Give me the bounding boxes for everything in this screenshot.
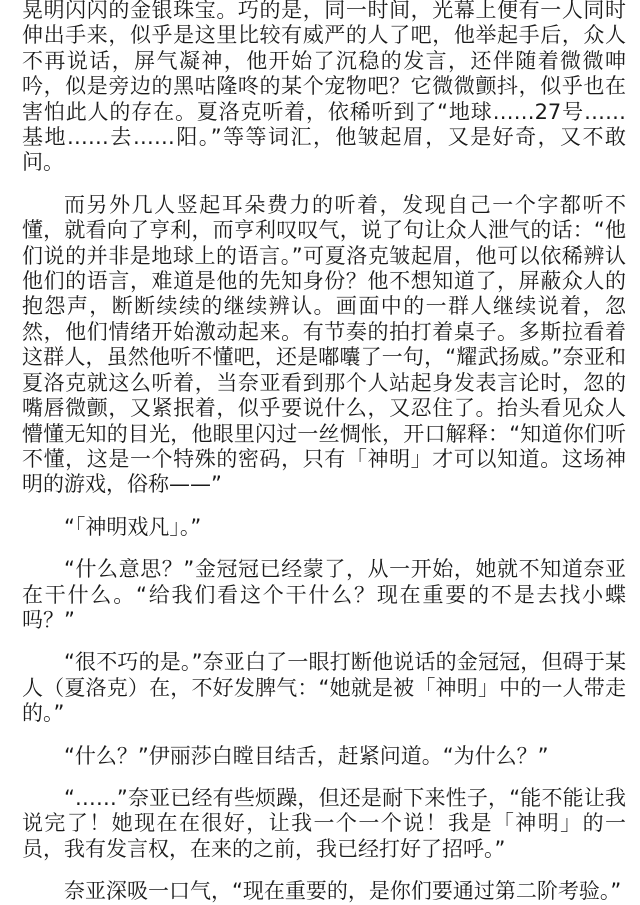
paragraph-4: “什么意思？”金冠冠已经蒙了，从一开始，她就不知道奈亚在干什么。“给我们看这个干什么？现在重要的不是去找小蝶吗？” <box>22 557 626 632</box>
paragraph-7: “……”奈亚已经有些烦躁，但还是耐下来性子，“能不能让我说完了！她现在在很好，让我一个一个说！我是「神明」的一员，我有发言权，在来的之前，我已经打好了招呼。” <box>22 785 626 861</box>
paragraph-5: “很不巧的是。”奈亚白了一眼打断他说话的金冠冠，但碍于某人（夏洛克）在，不好发脾气：“她就是被「神明」中的一人带走的。” <box>22 650 626 726</box>
paragraph-3: “「神明戏凡」。” <box>64 514 202 539</box>
paragraph-2: 而另外几人竖起耳朵费力的听着，发现自己一个字都听不懂，就看向了亨利，而亨利叹叹气，说了句让众人泄气的话：“他们说的并非是地球上的语言。”可夏洛克皱起眉，他可以依稀辨认他们的语言，难道是他的先知身份？他不想知道了，屏蔽众人的抱怨声，断断续续的继续辨认。画面中的一群人继续说着，忽然，他们情绪开始激动起来。有节奏的拍打着桌子。多斯拉看着这群人，虽然他听不懂吧，还是嘟囔了一句，“耀武扬威。”奈亚和夏洛克就这么听着，当奈亚看到那个人站起身发表言论时，忽的嘴唇微颤，又紧抿着，似乎要说什么，又忍住了。抬头看见众人懵懂无知的目光，他眼里闪过一丝惆怅，开口解释：“知道你们听不懂，这是一个特殊的密码，只有「神明」才可以知道。这场神明的游戏，俗称——” <box>22 192 626 497</box>
paragraph-1: 晃明闪闪的金银珠宝。巧的是，同一时间，光幕上便有一人同时伸出手来，似乎是这里比较有威严的人了吧，他举起手后，众人不再说话，屏气凝神，他开始了沉稳的发言，还伴随着微微呻吟，似是旁边的黑咕隆咚的某个宠物吧？它微微颤抖，似乎也在害怕此人的存在。夏洛克听着，依稀听到了“地球……27号……基地……去……阳。”等等词汇，他皱起眉，又是好奇，又不敢问。 <box>22 0 626 175</box>
paragraph-6: “什么？”伊丽莎白瞠目结舌，赶紧问道。“为什么？” <box>64 743 549 768</box>
paragraph-8: 奈亚深吸一口气，“现在重要的，是你们要通过第二阶考验。” <box>64 879 622 904</box>
